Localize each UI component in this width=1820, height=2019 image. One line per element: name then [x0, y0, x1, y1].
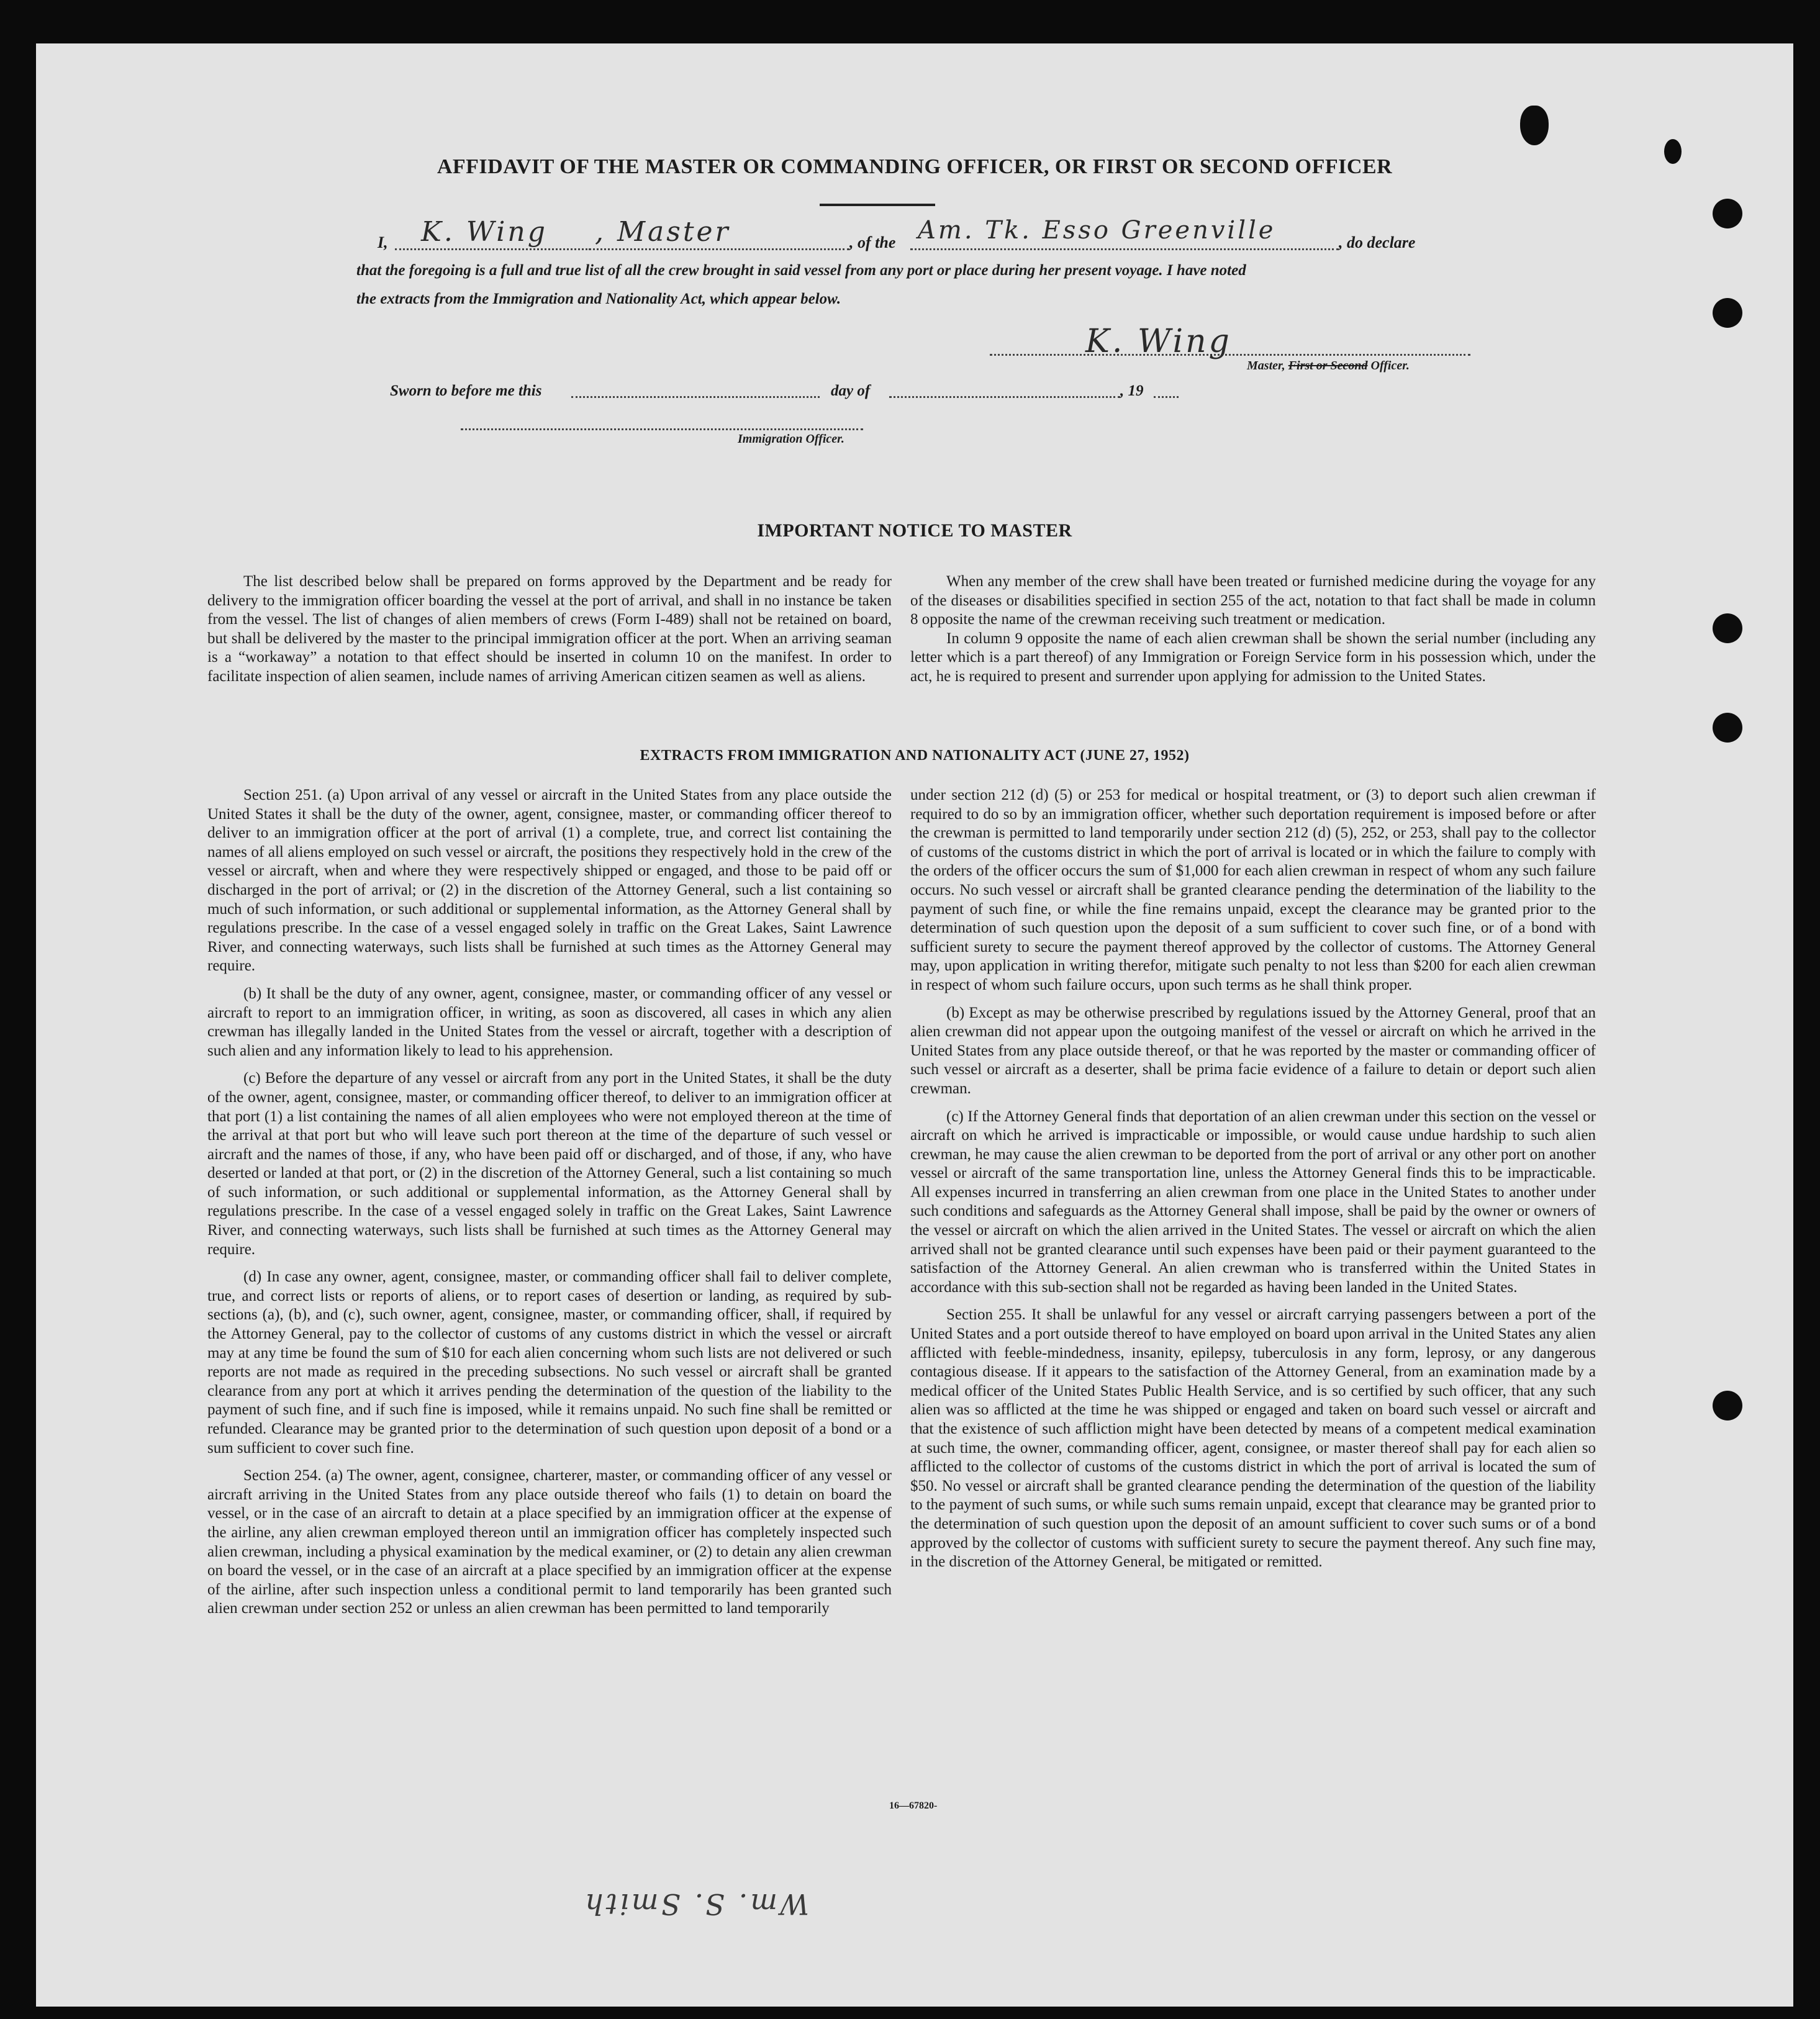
sworn-date-field [571, 377, 820, 398]
extracts-title: EXTRACTS FROM IMMIGRATION AND NATIONALITY ACT (JUNE 27, 1952) [640, 748, 1190, 764]
notice-right-column [910, 572, 1596, 695]
extract-paragraph: (b) Except as may be otherwise prescribed by regulations issued by the Attorney General, proof that an alien crewman did not appear upon the outgoing manifest of the vessel or aircraft on which he arrived in the United States from any place outside thereof, or that he was reported by the master or commanding officer of such vessel or aircraft as a deserter, shall be prima facie evidence of a failure to detain or deport such alien crewman. [910, 1004, 1596, 1097]
year-label: , 19 [1120, 382, 1144, 399]
title-rule [820, 204, 935, 206]
notice-left-column [207, 572, 892, 695]
vessel-handwriting: Am. Tk. Esso Greenville [918, 216, 1276, 245]
extract-paragraph: Section 251. (a) Upon arrival of any vessel or aircraft in the United States from any place outside the United States it shall be the duty of the owner, agent, consignee, master, or commanding officer thereof to deliver to an immigration officer at the port of arrival (1) a complete, true, and correct list containing the names of all aliens employed on such vessel or aircraft, the positions they respectively hold in the crew of the vessel or aircraft, when and where they were respectively shipped or engaged, and those to be paid off or discharged in the port of arrival; or (2) in the discretion of the Attorney General, such a list containing so much of such information, or such additional or supplemental information, as the Attorney General shall by regulations prescribe. In the case of a vessel engaged solely in traffic on the Great Lakes, Saint Lawrence River, and connecting waterways, such lists shall be furnished at such times as the Attorney General may require. [207, 787, 892, 975]
punch-hole [1520, 106, 1549, 145]
declaration-line-3: the extracts from the Immigration and Nationality Act, which appear below. [356, 291, 841, 307]
document-page [36, 43, 1793, 2007]
punch-hole [1713, 713, 1742, 743]
notice-title: IMPORTANT NOTICE TO MASTER [757, 520, 1072, 541]
name-handwriting: K. Wing [421, 216, 548, 248]
master-label: Master, [1247, 359, 1285, 373]
extracts-right-column [910, 786, 1596, 1581]
sworn-label: Sworn to before me this [390, 382, 542, 399]
punch-hole [1713, 613, 1742, 643]
declaration-line-2: that the foregoing is a full and true list of all the crew brought in said vessel from any port or place during her present voyage. I have noted [356, 262, 1246, 279]
sworn-month-field [889, 377, 1120, 398]
signature-handwriting: K. Wing [1085, 323, 1232, 360]
immigration-officer-line [461, 416, 863, 430]
punch-hole [1713, 298, 1742, 328]
punch-hole [1713, 1391, 1742, 1421]
i-label: I, [378, 233, 388, 251]
officer-label: Officer. [1370, 359, 1410, 373]
day-of-label: day of [831, 382, 871, 399]
notice-right-paragraph: When any member of the crew shall have been treated or furnished medicine during the voyage for any of the diseases or disabilities specified in section 255 of the act, notation to that fact shall be made in column 8 opposite the name of the crewman receiving such treatment or medication. [910, 573, 1596, 628]
extract-paragraph: (c) Before the departure of any vessel or aircraft from any port in the United States, it shall be the duty of the owner, agent, consignee, master, or commanding officer thereof, to deliver to an immigration officer at that port (1) a list containing the names of all alien employees who were not employed thereon at the time of the arrival at that port but who will leave such port thereon at the time of the departure of such vessel or aircraft and the names of those, if any, who have been paid off or discharged, and of those, if any, who have deserted or landed at that port, or (2) in the discretion of the Attorney General, such a list containing so much of such information, or such additional or supplemental information, as the Attorney General shall by regulations prescribe. In the case of a vessel engaged solely in traffic on the Great Lakes, Saint Lawrence River, and connecting waterways, such lists shall be furnished at such times as the Attorney General may require. [207, 1070, 892, 1258]
affidavit-title: AFFIDAVIT OF THE MASTER OR COMMANDING OFFICER, OR FIRST OR SECOND OFFICER [437, 155, 1393, 178]
struck-label: First or Second [1288, 359, 1368, 373]
extract-paragraph: Section 255. It shall be unlawful for any vessel or aircraft carrying passengers between a port of the United States and a port outside thereof to have employed on board upon arrival in the United States any alien afflicted with feeble-mindedness, insanity, epilepsy, tuberculosis in any form, leprosy, or any dangerous contagious disease. If it appears to the satisfaction of the Attorney General, from an examination made by a medical officer of the United States Public Health Service, and is so certified by such officer, that any such alien was so afflicted at the time he was shipped or engaged and taken on board such vessel or aircraft and that the existence of such affliction might have been detected by means of a competent medical examination at such time, the owner, commanding officer, agent, consignee, or master thereof shall pay for each alien so afflicted to the collector of customs of the customs district in which the port of arrival is located the sum of $50. No vessel or aircraft shall be granted clearance pending the determination of the question of the liability to the payment of such sums, or while such sums remain unpaid, except that clearance may be granted prior to the determination of such question upon the deposit of an amount sufficient to cover such sums or of a bond approved by the collector of customs with sufficient surety to secure the payment thereof. Any such fine may, in the discretion of the Attorney General, be mitigated or remitted. [910, 1306, 1596, 1571]
notice-left-paragraph: The list described below shall be prepared on forms approved by the Department and be ready for delivery to the immigration officer boarding the vessel at the port of arrival, and shall in no instance be taken from the vessel. The list of changes of alien members of crews (Form I-489) shall not be retained on board, but shall be delivered by the master to the principal immigration officer at the port. When an arriving seaman is a “workaway” a notation to that effect should be inserted in column 10 on the manifest. In order to facilitate inspection of alien seamen, include names of arriving American citizen seamen as well as aliens. [207, 573, 892, 685]
signature-role [1247, 359, 1410, 373]
notice-right-paragraph: In column 9 opposite the name of each alien crewman shall be shown the serial number (including any letter which is a part thereof) of any Immigration or Foreign Service form in his possession which, under the act, he is required to present and surrender upon applying for admission to the United States. [910, 630, 1596, 685]
print-code: 16—67820- [889, 1800, 938, 1811]
extract-paragraph: (c) If the Attorney General finds that deportation of an alien crewman under this section on the vessel or aircraft on which he arrived is impracticable or impossible, or would cause undue hardship to such alien crewman, he may cause the alien crewman to be deported from the port of arrival or any other port on another vessel or aircraft of the same transportation line, unless the Attorney General finds this to be impracticable. All expenses incurred in transferring an alien crewman from one place in the United States to another under such conditions and safeguards as the Attorney General shall impose, shall be paid by the owner or owners of the vessel or aircraft on which the alien arrived in the United States. The vessel or aircraft on which the alien arrived shall not be granted clearance until such expenses have been paid or their payment guaranteed to the satisfaction of the Attorney General. An alien crewman who is transferred within the United States in accordance with this sub-section shall not be regarded as having been landed in the United States. [910, 1108, 1596, 1296]
extract-paragraph: (b) It shall be the duty of any owner, agent, consignee, master, or commanding officer of any vessel or aircraft to report to an immigration officer, in writing, as soon as discovered, all cases in which any alien crewman has illegally landed in the United States from the vessel or aircraft, together with a description of such alien and any information likely to lead to his apprehension. [207, 985, 892, 1059]
extract-paragraph: Section 254. (a) The owner, agent, consignee, charterer, master, or commanding officer of any vessel or aircraft arriving in the United States from any place outside thereof who fails (1) to detain on board the vessel, or in the case of an aircraft to detain at a place specified by an immigration officer at the expense of the airline, any alien crewman employed thereon until an immigration officer has completely inspected such alien crewman, including a physical examination by the medical examiner, or (2) to detain any alien crewman on board the vessel, or in the case of an aircraft at a place specified by an immigration officer at the expense of the airline, after such inspection unless a conditional permit to land temporarily has been granted such alien crewman under section 252 or unless an alien crewman has been permitted to land temporarily [207, 1467, 892, 1617]
immigration-officer-label: Immigration Officer. [738, 432, 844, 446]
punch-hole [1713, 199, 1742, 228]
do-declare-label: , do declare [1339, 233, 1416, 251]
extract-paragraph: under section 212 (d) (5) or 253 for medical or hospital treatment, or (3) to deport such alien crewman if required to do so by an immigration officer, whether such deportation requirement is imposed before or after the crewman is permitted to land temporarily under section 212 (d) (5), 252, or 253, shall pay to the collector of customs of the customs district in which the port of arrival is located or in which the failure to comply with the orders of the officer occurs the sum of $1,000 for each alien crewman in respect of whom any such failure occurs. No such vessel or aircraft shall be granted clearance pending the determination of the liability to the payment of such fine, or while the fine remains unpaid, except the clearance may be granted prior to the determination of such question upon the deposit of a sum sufficient to cover such fine, or of a bond with sufficient surety to secure the payment thereof approved by the collector of customs. The Attorney General may, upon application in writing therefor, mitigate such penalty to not less than $200 for each alien crewman in respect of whom such failure occurs, upon such terms as he shall think proper. [910, 787, 1596, 993]
extract-paragraph: (d) In case any owner, agent, consignee, master, or commanding officer shall fail to deliver complete, true, and correct lists or reports of aliens, or to report cases of desertion or landing, as required by sub-sections (a), (b), and (c), such owner, agent, consignee, master, or commanding officer, shall, if required by the Attorney General, pay to the collector of customs of any customs district in which the vessel or aircraft may at any time be found the sum of $10 for each alien concerning whom such lists are not delivered or such reports are not made as required in the preceding subsections. No such vessel or aircraft shall be granted clearance from any port at which it arrives pending the determination of the question of the liability to the payment of such fine, and if such fine is imposed, while it remains unpaid. No such fine shall be remitted or refunded. Clearance may be granted prior to the determination of such question upon deposit of a bond or a sum sufficient to cover such fine. [207, 1268, 892, 1457]
of-the-label: , of the [849, 233, 896, 251]
rank-handwriting: , Master [595, 216, 731, 248]
bottom-handwriting: Wm. S. Smith [582, 1887, 810, 1921]
year-field [1154, 377, 1179, 398]
extracts-left-column [207, 786, 892, 1627]
